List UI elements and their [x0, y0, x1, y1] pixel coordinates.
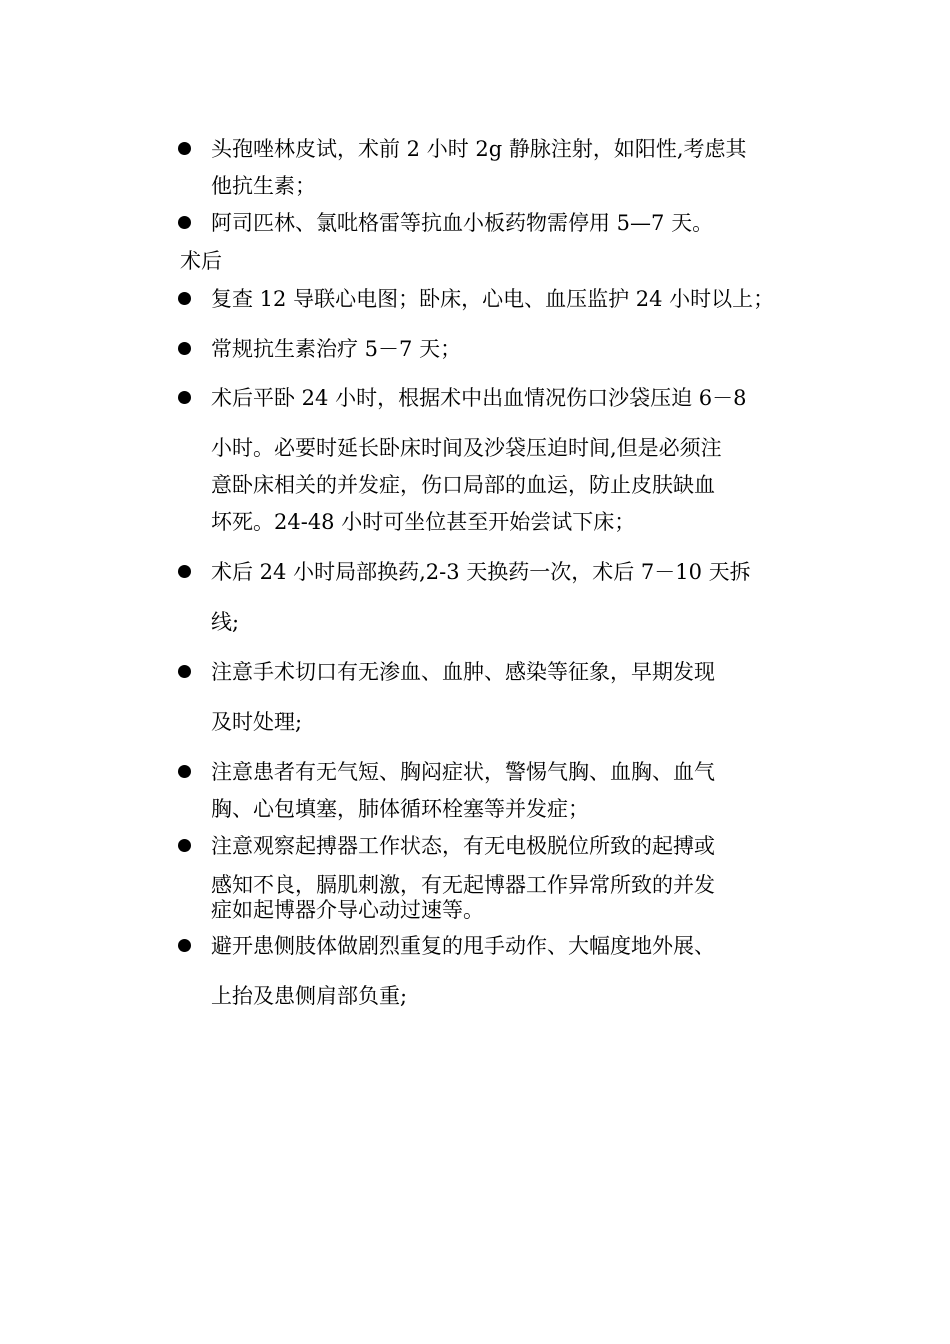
bullet-icon: [178, 342, 191, 355]
bullet-icon: [178, 665, 191, 678]
list-item-line: [211, 794, 816, 824]
list-item-text: 胸、心包填塞，肺体循环栓塞等并发症；: [211, 797, 589, 821]
list-item-line: [211, 607, 816, 637]
list-item-line: [211, 757, 816, 787]
bullet-icon: [178, 391, 191, 404]
list-item-text: 他抗生素；: [211, 174, 316, 198]
list-item-line: [211, 707, 816, 737]
list-item-line: [211, 657, 816, 687]
list-item: [211, 208, 816, 238]
list-item-text: 小时。必要时延长卧床时间及沙袋压迫时间,但是必须注: [211, 436, 722, 460]
list-item-text: 注意手术切口有无渗血、血肿、感染等征象，早期发现: [211, 660, 715, 684]
list-item-text: 注意患者有无气短、胸闷症状，警惕气胸、血胸、血气: [211, 760, 715, 784]
list-item-text: 头孢唑林皮试，术前 2 小时 2g 静脉注射，如阳性,考虑其: [211, 137, 747, 161]
section-heading: 术后: [180, 249, 222, 273]
list-item: [211, 284, 816, 314]
list-item-text: 及时处理;: [211, 710, 303, 734]
list-item-text: 上抬及患侧肩部负重;: [211, 984, 408, 1008]
list-item-line: [211, 171, 816, 201]
list-item-text: 避开患侧肢体做剧烈重复的甩手动作、大幅度地外展、: [211, 934, 715, 958]
bullet-icon: [178, 765, 191, 778]
list-item-text: 症如起博器介导心动过速等。: [211, 898, 484, 922]
bullet-icon: [178, 142, 191, 155]
list-item-text: 常规抗生素治疗 5－7 天；: [211, 337, 462, 361]
list-item-text: 坏死。24-48 小时可坐位甚至开始尝试下床；: [211, 510, 636, 534]
list-item-line: [211, 931, 816, 961]
list-item-line: [211, 334, 816, 364]
list-item-text: 注意观察起搏器工作状态，有无电极脱位所致的起搏或: [211, 834, 715, 858]
list-item-text: 复查 12 导联心电图；卧床，心电、血压监护 24 小时以上；: [211, 287, 775, 311]
list-item-line: [211, 557, 816, 587]
list-item-text: 术后 24 小时局部换药,2-3 天换药一次，术后 7－10 天拆: [211, 560, 751, 584]
list-item: [211, 134, 816, 201]
list-item-line: [211, 831, 816, 861]
list-item-text: 术后平卧 24 小时，根据术中出血情况伤口沙袋压迫 6－8: [211, 386, 747, 410]
list-item-line: [211, 470, 816, 500]
list-item: [211, 657, 816, 737]
bullet-icon: [178, 292, 191, 305]
bullet-icon: [178, 839, 191, 852]
list-item-line: [211, 981, 816, 1011]
list-item-line: [211, 284, 816, 314]
list-item: [211, 557, 816, 637]
list-item: [211, 931, 816, 1011]
list-item: [211, 334, 816, 364]
list-item-line: [211, 507, 816, 537]
bullet-icon: [178, 565, 191, 578]
list-item-line: [211, 134, 816, 164]
list-item: [211, 383, 816, 537]
list-item-line: [211, 208, 816, 238]
list-item: [211, 831, 816, 925]
list-item-text: 意卧床相关的并发症，伤口局部的血运，防止皮肤缺血: [211, 473, 715, 497]
bullet-icon: [178, 216, 191, 229]
bullet-icon: [178, 939, 191, 952]
list-item-text: 线;: [211, 610, 240, 634]
list-item-text: 感知不良，膈肌刺激，有无起博器工作异常所致的并发: [211, 873, 715, 897]
list-item-line: [211, 433, 816, 463]
list-item-text: 阿司匹林、氯吡格雷等抗血小板药物需停用 5—7 天。: [211, 211, 714, 235]
list-item-line: [211, 895, 816, 925]
list-item-line: [211, 383, 816, 413]
list-item: [211, 757, 816, 824]
